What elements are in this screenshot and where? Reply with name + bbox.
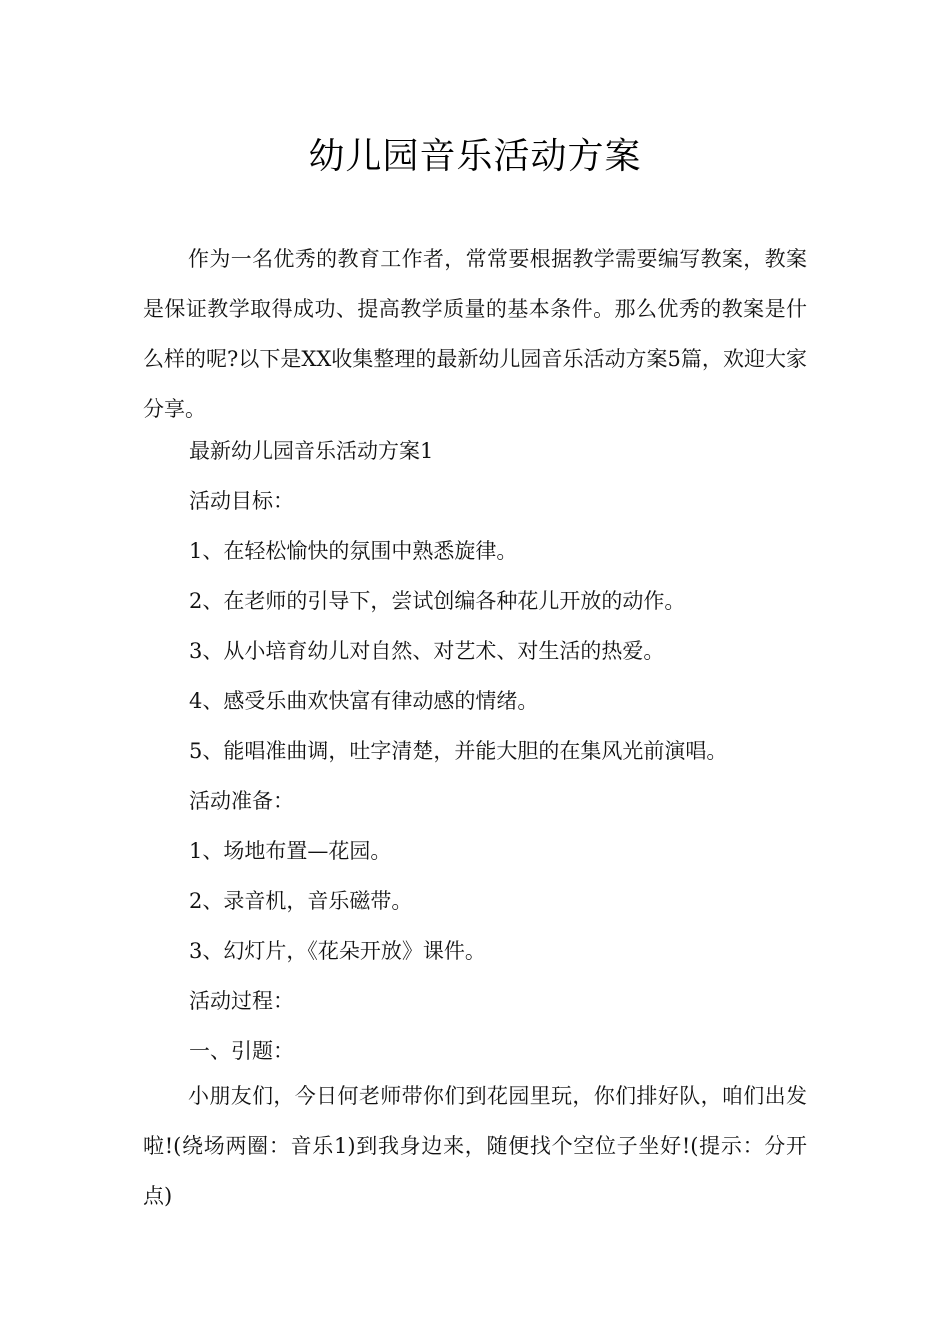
goal-item: 3、从小培育幼儿对自然、对艺术、对生活的热爱。 bbox=[189, 639, 665, 663]
preparation-item: 2、录音机，音乐磁带。 bbox=[189, 889, 413, 913]
preparation-item: 1、场地布置—花园。 bbox=[189, 839, 392, 863]
preparation-item: 3、幻灯片，《花朵开放》课件。 bbox=[189, 939, 486, 963]
section-heading: 最新幼儿园音乐活动方案1 bbox=[189, 439, 434, 463]
goal-item: 2、在老师的引导下，尝试创编各种花儿开放的动作。 bbox=[189, 589, 686, 613]
goal-item: 4、感受乐曲欢快富有律动感的情绪。 bbox=[189, 689, 539, 713]
closing-paragraph: 小朋友们，今日何老师带你们到花园里玩，你们排好队，咱们出发啦!(绕场两圈：音乐1)到我身边来，随便找个空位子坐好!(提示：分开点) bbox=[143, 1084, 807, 1208]
process-step-heading: 一、引题： bbox=[189, 1039, 294, 1063]
intro-paragraph: 作为一名优秀的教育工作者，常常要根据教学需要编写教案，教案是保证教学取得成功、提高教学质量的基本条件。那么优秀的教案是什么样的呢?以下是XX收集整理的最新幼儿园音乐活动方案5篇，欢迎大家分享。 bbox=[143, 247, 807, 421]
document-title: 幼儿园音乐活动方案 bbox=[308, 136, 642, 177]
goals-heading: 活动目标： bbox=[189, 489, 294, 513]
process-heading: 活动过程： bbox=[189, 989, 294, 1013]
goal-item: 5、能唱准曲调，吐字清楚，并能大胆的在集风光前演唱。 bbox=[189, 739, 728, 763]
goal-item: 1、在轻松愉快的氛围中熟悉旋律。 bbox=[189, 539, 518, 563]
preparation-heading: 活动准备： bbox=[189, 789, 294, 813]
